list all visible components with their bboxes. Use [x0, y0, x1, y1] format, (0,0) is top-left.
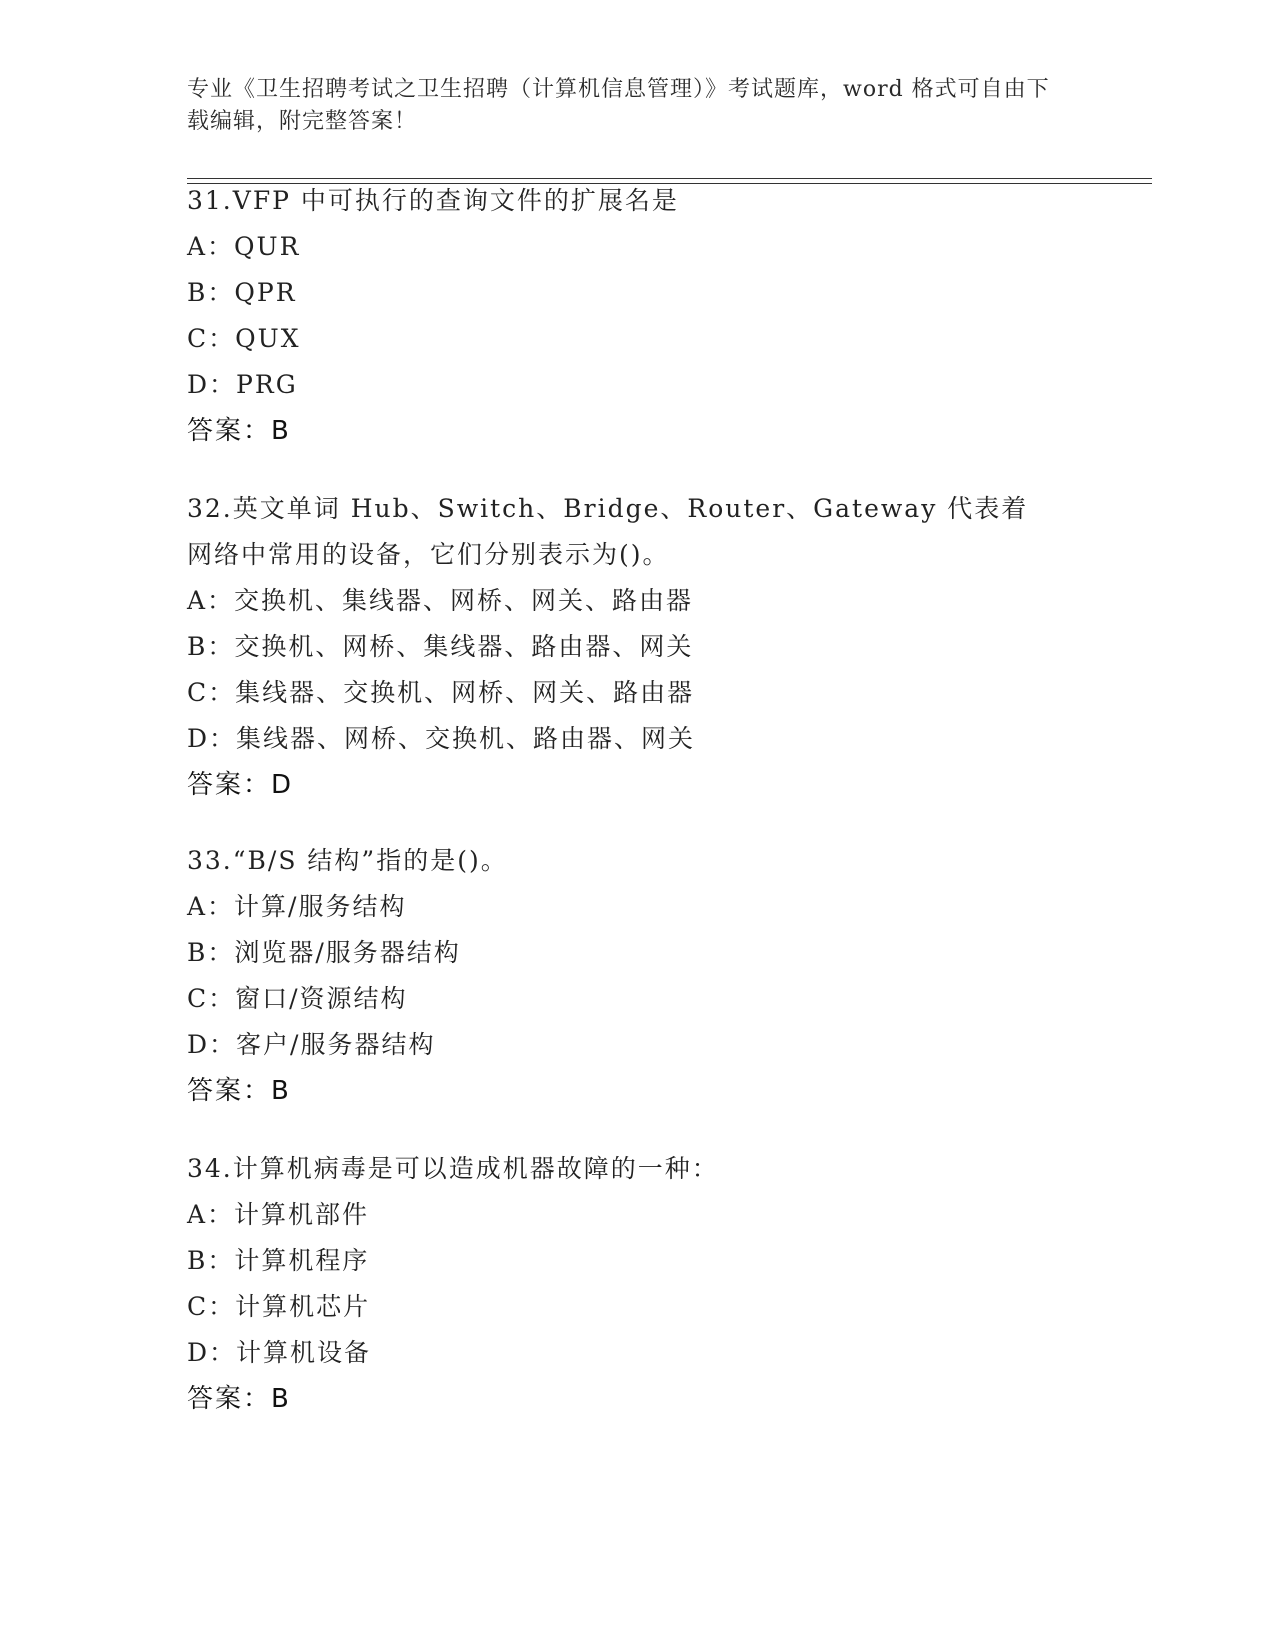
document-header: 专业《卫生招聘考试之卫生招聘（计算机信息管理）》考试题库，word 格式可自由下载编辑，附完整答案！ [187, 77, 1050, 134]
question-block [187, 486, 1047, 808]
option-c: C：集线器、交换机、网桥、网关、路由器 [187, 678, 695, 707]
question-block [187, 1146, 1087, 1422]
answer-line: 答案：B [187, 1076, 291, 1106]
option-d: D：客户/服务器结构 [187, 1030, 436, 1059]
answer-line: 答案：B [187, 416, 291, 446]
option-b: B：QPR [187, 278, 297, 307]
question-stem: 31.VFP 中可执行的查询文件的扩展名是 [187, 186, 679, 215]
option-d: D：PRG [187, 370, 298, 399]
option-d: D：计算机设备 [187, 1338, 372, 1367]
option-c: C：计算机芯片 [187, 1292, 371, 1321]
option-c: C：窗口/资源结构 [187, 984, 408, 1013]
option-c: C：QUX [187, 324, 301, 353]
option-b: B：计算机程序 [187, 1246, 370, 1275]
question-stem: 33.“B/S 结构”指的是()。 [187, 846, 508, 875]
question-block [187, 178, 1087, 454]
answer-line: 答案：D [187, 770, 294, 800]
answer-line: 答案：B [187, 1384, 291, 1414]
option-a: A：计算机部件 [187, 1200, 370, 1229]
question-stem: 34.计算机病毒是可以造成机器故障的一种： [187, 1154, 719, 1183]
option-a: A：交换机、集线器、网桥、网关、路由器 [187, 586, 694, 615]
question-stem: 32.英文单词 Hub、Switch、Bridge、Router、Gateway 代表着网络中常用的设备，它们分别表示为()。 [187, 494, 1029, 569]
option-a: A：QUR [187, 232, 301, 261]
option-b: B：浏览器/服务器结构 [187, 938, 461, 967]
option-a: A：计算/服务结构 [187, 892, 407, 921]
option-b: B：交换机、网桥、集线器、路由器、网关 [187, 632, 694, 661]
option-d: D：集线器、网桥、交换机、路由器、网关 [187, 724, 696, 753]
question-block [187, 838, 1087, 1114]
